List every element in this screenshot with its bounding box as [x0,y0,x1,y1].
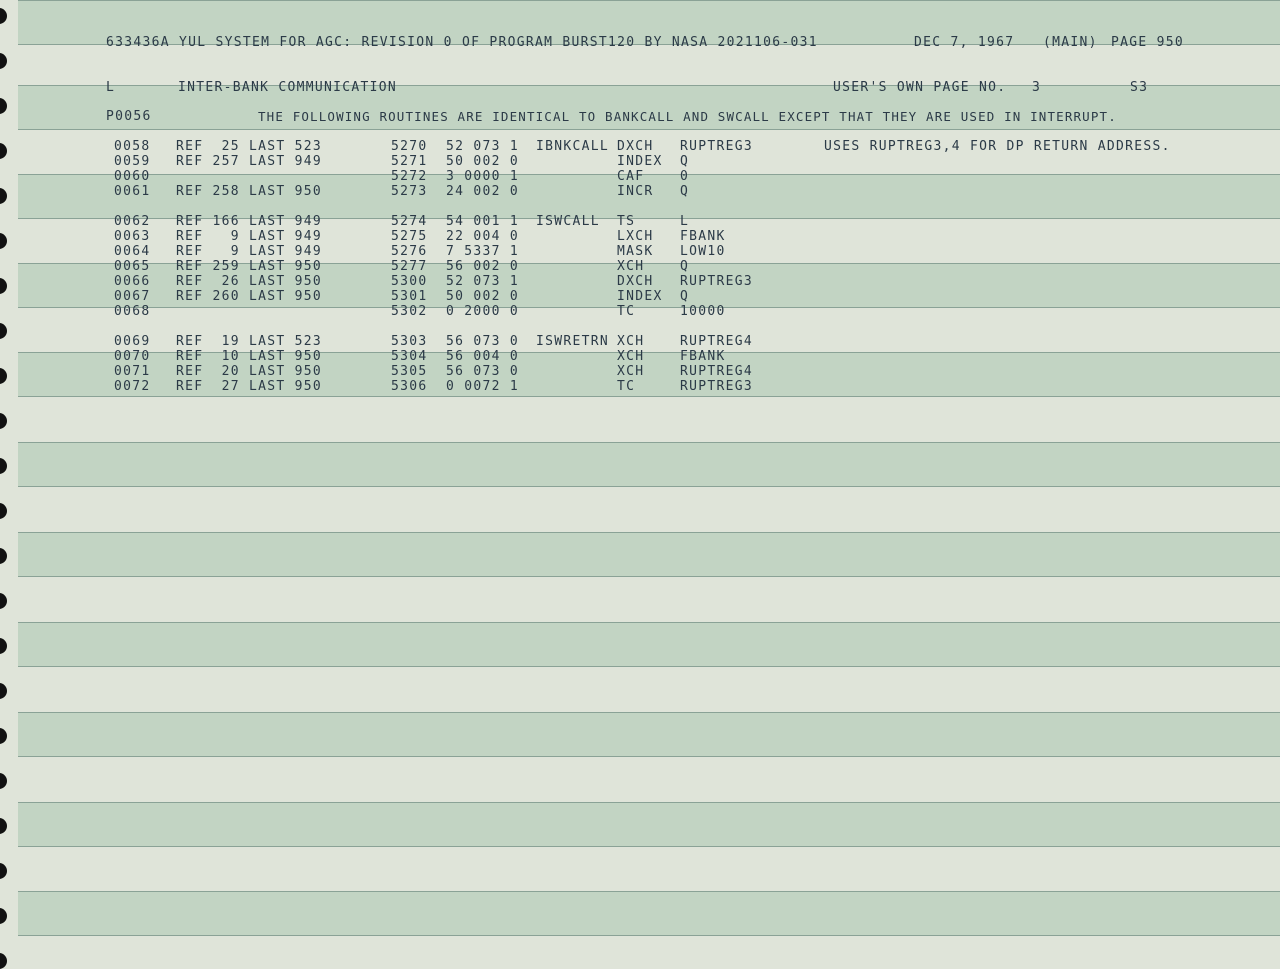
opcode: TS [617,214,636,229]
address: 5272 [391,169,428,184]
feed-hole [0,863,7,879]
header-title: 633436A YUL SYSTEM FOR AGC: REVISION 0 OF PROGRAM BURST120 BY NASA 2021106-031 [106,35,818,50]
feed-hole [0,548,7,564]
operand: RUPTREG3 [680,139,754,154]
ref-text: REF 9 LAST 949 [176,244,323,259]
ref-text: REF 19 LAST 523 [176,334,323,349]
octal-code: 22 004 0 [446,229,520,244]
octal-code: 0 2000 0 [446,304,520,319]
opcode: XCH [617,364,645,379]
feed-hole [0,323,7,339]
comment-id: P0056 [106,109,152,124]
feed-hole [0,818,7,834]
line-number: 0064 [114,244,151,259]
opcode: DXCH [617,274,654,289]
octal-code: 56 073 0 [446,364,520,379]
operand: Q [680,154,690,169]
users-page-label: USER'S OWN PAGE NO. [833,80,1007,95]
opcode: TC [617,379,636,394]
feed-hole [0,908,7,924]
operand: FBANK [680,349,726,364]
operand: FBANK [680,229,726,244]
operand: LOW10 [680,244,726,259]
feed-hole [0,143,7,159]
ref-text: REF 166 LAST 949 [176,214,323,229]
feed-hole [0,503,7,519]
feed-hole [0,773,7,789]
label: IBNKCALL [536,139,610,154]
line-number: 0059 [114,154,151,169]
address: 5273 [391,184,428,199]
ref-text: REF 25 LAST 523 [176,139,323,154]
header-page: PAGE 950 [1111,35,1185,50]
ref-text: REF 20 LAST 950 [176,364,323,379]
feed-hole [0,413,7,429]
address: 5275 [391,229,428,244]
feed-hole [0,188,7,204]
operand: Q [680,289,690,304]
feed-hole [0,683,7,699]
operand: RUPTREG4 [680,364,754,379]
feed-hole [0,278,7,294]
operand: 10000 [680,304,726,319]
ref-text: REF 259 LAST 950 [176,259,323,274]
octal-code: 7 5337 1 [446,244,520,259]
feed-hole [0,53,7,69]
feed-hole [0,98,7,114]
address: 5271 [391,154,428,169]
ref-text: REF 257 LAST 949 [176,154,323,169]
operand: 0 [680,169,690,184]
address: 5306 [391,379,428,394]
green-band [18,532,1280,577]
octal-code: 52 073 1 [446,274,520,289]
line-number: 0060 [114,169,151,184]
header-section: (MAIN) [1043,35,1098,50]
address: 5276 [391,244,428,259]
operand: Q [680,184,690,199]
feed-hole [0,8,7,24]
feed-hole [0,728,7,744]
line-number: 0066 [114,274,151,289]
operand: Q [680,259,690,274]
octal-code: 50 002 0 [446,154,520,169]
operand: RUPTREG4 [680,334,754,349]
ref-text: REF 260 LAST 950 [176,289,323,304]
address: 5301 [391,289,428,304]
line-number: 0070 [114,349,151,364]
operand: RUPTREG3 [680,274,754,289]
opcode: XCH [617,259,645,274]
line-number: 0063 [114,229,151,244]
octal-code: 52 073 1 [446,139,520,154]
address: 5270 [391,139,428,154]
address: 5300 [391,274,428,289]
octal-code: 24 002 0 [446,184,520,199]
line-number: 0071 [114,364,151,379]
section-title: INTER-BANK COMMUNICATION [178,80,398,95]
feed-hole [0,593,7,609]
green-band [18,442,1280,487]
line-number: 0058 [114,139,151,154]
address: 5304 [391,349,428,364]
label: ISWRETRN [536,334,610,349]
line-number: 0072 [114,379,151,394]
address: 5303 [391,334,428,349]
opcode: INDEX [617,289,663,304]
opcode: MASK [617,244,654,259]
address: 5302 [391,304,428,319]
line-number: 0067 [114,289,151,304]
opcode: LXCH [617,229,654,244]
type-code: L [106,80,116,95]
opcode: XCH [617,349,645,364]
operand: RUPTREG3 [680,379,754,394]
address: 5274 [391,214,428,229]
feed-hole [0,233,7,249]
octal-code: 54 001 1 [446,214,520,229]
opcode: DXCH [617,139,654,154]
label: ISWCALL [536,214,600,229]
opcode: INDEX [617,154,663,169]
row-comment: USES RUPTREG3,4 FOR DP RETURN ADDRESS. [824,139,1171,154]
line-number: 0065 [114,259,151,274]
ref-text: REF 258 LAST 950 [176,184,323,199]
ref-text: REF 9 LAST 949 [176,229,323,244]
section-code: S3 [1130,80,1149,95]
opcode: CAF [617,169,645,184]
ref-text: REF 26 LAST 950 [176,274,323,289]
octal-code: 56 004 0 [446,349,520,364]
octal-code: 56 002 0 [446,259,520,274]
opcode: TC [617,304,636,319]
octal-code: 3 0000 1 [446,169,520,184]
feed-hole [0,458,7,474]
octal-code: 50 002 0 [446,289,520,304]
header-date: DEC 7, 1967 [914,35,1015,50]
address: 5277 [391,259,428,274]
octal-code: 56 073 0 [446,334,520,349]
users-page-number: 3 [1032,80,1042,95]
green-band [18,891,1280,936]
line-number: 0062 [114,214,151,229]
opcode: INCR [617,184,654,199]
opcode: XCH [617,334,645,349]
feed-hole [0,368,7,384]
line-number: 0068 [114,304,151,319]
green-band [18,802,1280,847]
octal-code: 0 0072 1 [446,379,520,394]
green-band [18,622,1280,667]
operand: L [680,214,690,229]
feed-hole [0,638,7,654]
ref-text: REF 10 LAST 950 [176,349,323,364]
address: 5305 [391,364,428,379]
line-number: 0061 [114,184,151,199]
line-number: 0069 [114,334,151,349]
comment-text: THE FOLLOWING ROUTINES ARE IDENTICAL TO BANKCALL AND SWCALL EXCEPT THAT THEY ARE USED IN INTERRUPT. [258,109,1117,124]
green-band [18,712,1280,757]
feed-hole [0,953,7,969]
ref-text: REF 27 LAST 950 [176,379,323,394]
